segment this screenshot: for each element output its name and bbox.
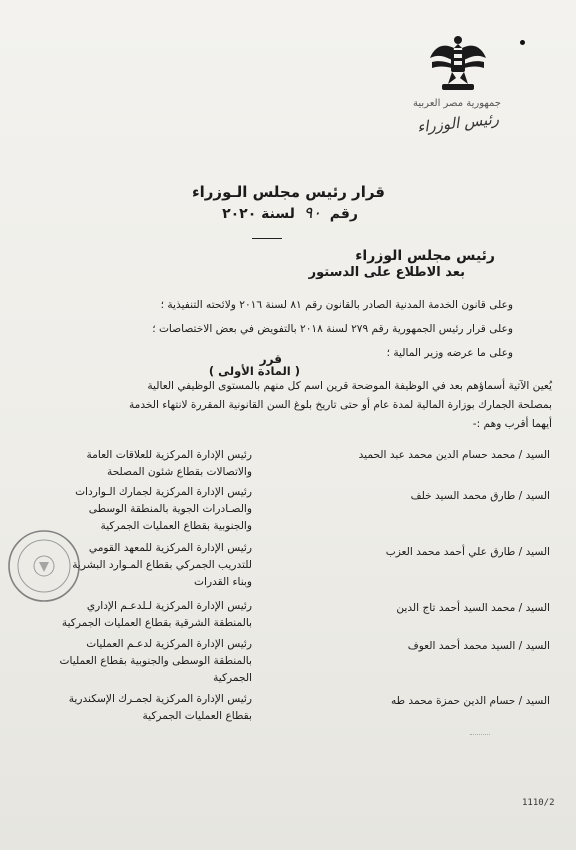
appointee-position	[17, 447, 252, 481]
appointee-position	[17, 636, 252, 687]
ministry-subtitle: جمهورية مصر العربية	[413, 98, 501, 109]
footer-mark	[470, 734, 490, 741]
constitution-clause: بعد الاطلاع على الدستور	[308, 265, 465, 280]
appointee-name: السيد / محمد السيد أحمد تاج الدين	[396, 602, 550, 614]
position-line: وبناء القدرات	[194, 576, 252, 588]
position-line: والجنوبية بقطاع العمليات الجمركية	[100, 520, 252, 532]
eagle-emblem-icon	[428, 28, 488, 98]
appointee-name: السيد / حسام الدين حمزة محمد طه	[390, 695, 550, 707]
intro-line: يُعين الآتية أسماؤهم بعد في الوظيفة الموضحة قرين اسم كل منهم بالمستوى الوظيفي العالية	[147, 380, 552, 392]
article-heading: ( المادة الأولى )	[208, 364, 300, 378]
issuer-title: رئيس مجلس الوزراء	[355, 248, 495, 264]
position-line: رئيس الإدارة المركزية للمعهد القومي	[88, 542, 252, 554]
preamble-line: وعلى ما عرضه وزير المالية ؛	[386, 347, 513, 359]
position-line: رئيس الإدارة المركزية لجمـرك الإسكندرية	[68, 693, 252, 705]
appointee-position	[17, 691, 252, 725]
position-line: رئيس الإدارة المركزية لجمارك الـواردات	[75, 486, 252, 498]
position-line: والاتصالات بقطاع شئون المصلحة	[107, 466, 252, 478]
decree-number	[188, 203, 358, 222]
position-line: الجمركية	[213, 672, 252, 684]
preamble-line: وعلى قانون الخدمة المدنية الصادر بالقانون رقم ٨١ لسنة ٢٠١٦ ولائحته التنفيذية ؛	[160, 299, 513, 311]
appointee-name: السيد / محمد حسام الدين محمد عبد الحميد	[358, 449, 550, 461]
intro-line: بمصلحة الجمارك بوزارة المالية لمدة عام أو حتى تاريخ بلوغ السن القانونية المقررة لانتهاء الخدمة	[128, 399, 552, 411]
position-line: رئيس الإدارة المركزية لدعـم العمليات	[86, 638, 252, 650]
position-line: للتدريب الجمركي بقطاع المـوارد البشرية	[72, 559, 252, 571]
decree-year: لسنة ٢٠٢٠	[222, 206, 295, 222]
position-line: رئيس الإدارة المركزية لـلدعـم الإداري	[86, 600, 252, 612]
decree-number-value: ٩٠	[303, 203, 321, 222]
article-intro	[28, 377, 552, 434]
title-divider	[252, 238, 282, 239]
appointee-name: السيد / طارق محمد السيد خلف	[410, 490, 550, 502]
position-line: رئيس الإدارة المركزية للعلاقات العامة	[86, 449, 252, 461]
appointee-name: السيد / السيد محمد أحمد العوف	[407, 640, 550, 652]
intro-line: أيهما أقرب وهم :-	[472, 418, 552, 430]
preamble	[100, 293, 513, 365]
document-code: 1110/2	[522, 798, 555, 808]
decree-title: قرار رئيس مجلس الـوزراء	[191, 183, 385, 201]
position-line: بالمنطقة الوسطى والجنوبية بقطاع العمليات	[59, 655, 252, 667]
appointee-name: السيد / طارق علي أحمد محمد العزب	[385, 546, 550, 558]
position-line: بقطاع العمليات الجمركية	[142, 710, 252, 722]
position-line: بالمنطقة الشرقية بقطاع العمليات الجمركية	[61, 617, 252, 629]
decree-number-prefix: رقم	[329, 206, 358, 222]
official-seal-stamp-icon	[6, 528, 82, 604]
ministry-signature: رئيس الوزراء	[416, 109, 500, 137]
preamble-line: وعلى قرار رئيس الجمهورية رقم ٢٧٩ لسنة ٢٠١٨ بالتفويض في بعض الاختصاصات ؛	[152, 323, 513, 335]
decided-heading: قرر	[259, 352, 282, 366]
position-line: والصـادرات الجوية بالمنطقة الوسطى	[88, 503, 252, 515]
ink-dot	[520, 40, 525, 45]
